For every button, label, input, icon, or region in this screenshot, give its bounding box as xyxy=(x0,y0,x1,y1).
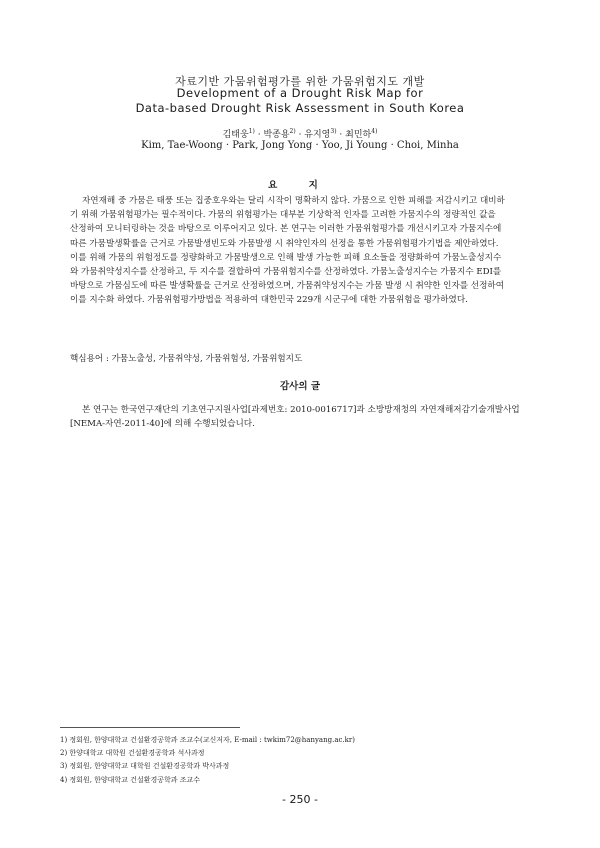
abstract-line: 이를 위해 가뭄의 위험정도를 정량화하고 가뭄발생으로 인해 발생 가능한 피해 요소들을 정량화하여 가뭄노출성지수 xyxy=(70,252,502,263)
author-separator: · xyxy=(295,130,305,140)
author-affiliation-mark: 2) xyxy=(289,128,296,135)
author-separator: · xyxy=(336,130,346,140)
abstract-line: 이를 지수화 하였다. 가뭄위험평가방법을 적용하여 대한민국 229개 시군구에 대한 가뭄위험을 평가하였다. xyxy=(70,295,468,306)
abstract-line: 자연재해 중 가뭄은 태풍 또는 집중호우와는 달리 시작이 명확하지 않다. 가뭄으로 인한 피해를 저감시키고 대비하 xyxy=(82,196,505,206)
footnote: 4) 정회원, 한양대학교 건설환경공학과 조교수 xyxy=(60,775,201,784)
author-affiliation-mark: 3) xyxy=(330,128,337,135)
author-affiliation-mark: 1) xyxy=(248,128,255,135)
abstract-line: 따른 가뭄발생확률을 근거로 가뭄발생빈도와 가뭄발생 시 취약인자의 선정을 통한 가뭄위험평가기법을 제안하였다. xyxy=(70,238,499,249)
abstract-line: 와 가뭄취약성지수를 산정하고, 두 지수를 결합하여 가뭄위험지수를 산정하였다. 가뭄노출성지수는 가뭄지수 EDI를 xyxy=(70,267,502,278)
footnote: 2) 한양대학교 대학원 건설환경공학과 석사과정 xyxy=(60,749,205,758)
acknowledgement-line: [NEMA-자연-2011-40]에 의해 수행되었습니다. xyxy=(70,419,255,429)
abstract-line: 바탕으로 가뭄심도에 따른 발생확률을 근거로 산정하였으며, 가뭄취약성지수는 가뭄 발생 시 취약한 인자를 선정하여 xyxy=(70,281,504,292)
authors-korean xyxy=(0,127,600,140)
author-name: 유지영 xyxy=(304,130,331,140)
footnote: 1) 정회원, 한양대학교 건설환경공학과 조교수(교신저자, E-mail : twkim72@hanyang.ac.kr) xyxy=(60,736,355,744)
acknowledgement-body xyxy=(70,403,530,431)
author-name: 최민하 xyxy=(345,130,372,140)
title-korean: 자료기반 가뭄위험평가를 위한 가뭄위험지도 개발 xyxy=(175,75,425,88)
author-separator: · xyxy=(254,130,264,140)
footnote-divider xyxy=(60,727,240,728)
footnotes xyxy=(60,734,540,787)
acknowledgement-heading: 감사의 글 xyxy=(279,381,320,392)
author-name: 김태웅 xyxy=(222,130,249,140)
abstract-line: 기 위해 가뭄위험평가는 필수적이다. 가뭄의 위험평가는 대부분 기상학적 인자를 고려한 가뭄지수의 정량적인 값을 xyxy=(70,210,496,221)
footnote: 3) 정회원, 한양대학교 대학원 건설환경공학과 박사과정 xyxy=(60,762,230,771)
title-english-line2: Data-based Drought Risk Assessment in South Korea xyxy=(135,101,465,115)
title-english-line1: Development of a Drought Risk Map for xyxy=(176,86,424,100)
abstract-line: 산정하여 모니터링하는 것을 바탕으로 이루어지고 있다. 본 연구는 이러한 가뭄위험평가를 개선시키고자 가뭄지수에 xyxy=(70,224,502,235)
authors-english: Kim, Tae-Woong · Park, Jong Yong · Yoo, Ji Young · Choi, Minha xyxy=(141,140,459,151)
abstract-heading: 요 지 xyxy=(268,180,332,191)
keywords: 핵심용어 : 가뭄노출성, 가뭄취약성, 가뭄위험성, 가뭄위험지도 xyxy=(70,354,303,364)
acknowledgement-line: 본 연구는 한국연구재단의 기초연구지원사업[과제번호: 2010-0016717]과 소방방재청의 자연재해저감기술개발사업 xyxy=(82,405,520,415)
abstract-body xyxy=(70,194,530,308)
author-affiliation-mark: 4) xyxy=(371,128,378,135)
author-name: 박종용 xyxy=(263,130,290,140)
page-number: - 250 - xyxy=(282,793,318,806)
